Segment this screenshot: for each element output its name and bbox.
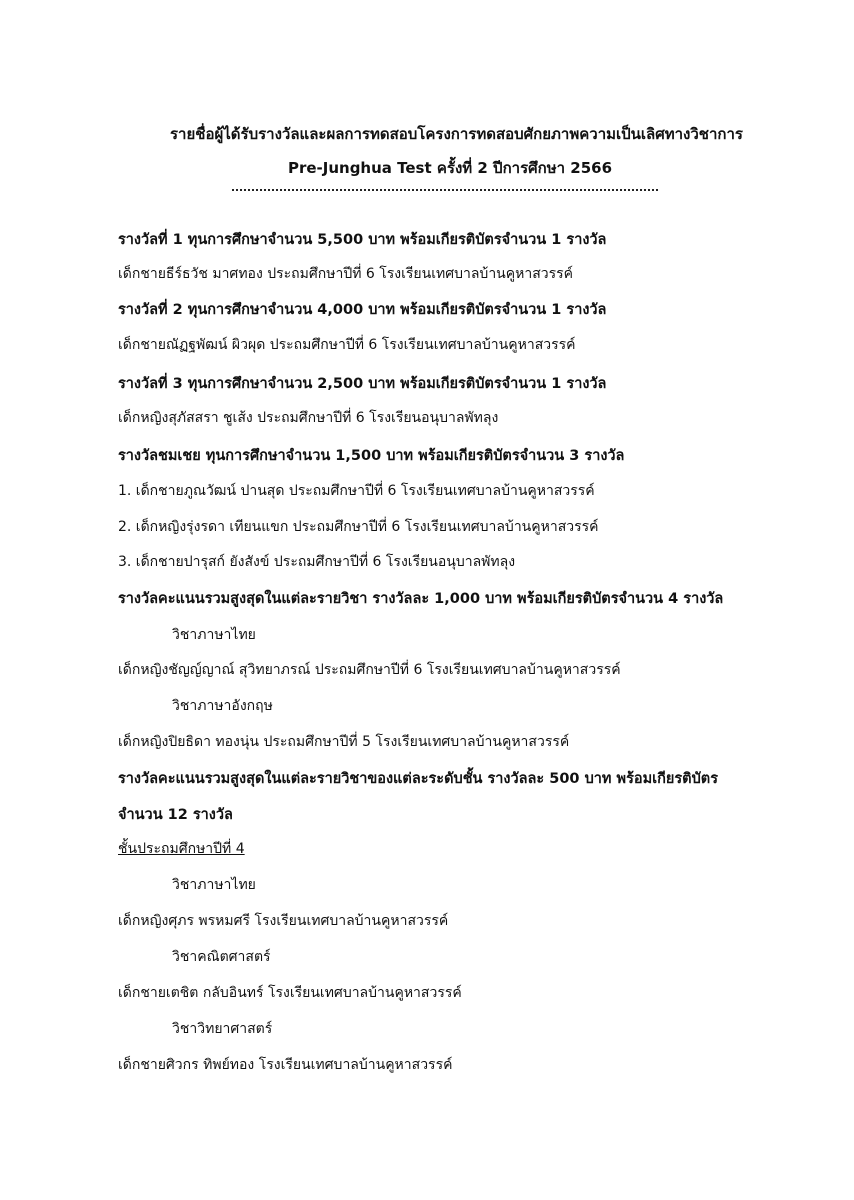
dotted-divider xyxy=(232,179,658,191)
award-2-winner: เด็กชายณัฏฐพัฒน์ ผิวผุด ประถมศึกษาปีที่ 6 โรงเรียนเทศบาลบ้านคูหาสวรรค์ xyxy=(118,337,576,353)
level-top-3-winner: เด็กชายศิวกร ทิพย์ทอง โรงเรียนเทศบาลบ้านคูหาสวรรค์ xyxy=(118,1057,453,1073)
level-label: ชั้นประถมศึกษาปีที่ 4 xyxy=(118,841,245,857)
subject-top-heading: รางวัลคะแนนรวมสูงสุดในแต่ละรายวิชา รางวัลละ 1,000 บาท พร้อมเกียรติบัตรจำนวน 4 รางวัล xyxy=(118,591,724,607)
subject-top-1-winner: เด็กหญิงชัญญ์ญาณ์ สุวิทยาภรณ์ ประถมศึกษาปีที่ 6 โรงเรียนเทศบาลบ้านคูหาสวรรค์ xyxy=(118,662,621,678)
subject-top-1-subject: วิชาภาษาไทย xyxy=(172,627,256,643)
award-1-winner: เด็กชายธีร์ธวัช มาศทอง ประถมศึกษาปีที่ 6 โรงเรียนเทศบาลบ้านคูหาสวรรค์ xyxy=(118,266,574,282)
honorable-winner-3: 3. เด็กชายปารุสก์ ยังสังข์ ประถมศึกษาปีที่ 6 โรงเรียนอนุบาลพัทลุง xyxy=(118,554,516,570)
document-subtitle: Pre-Junghua Test ครั้งที่ 2 ปีการศึกษา 2566 xyxy=(287,159,613,177)
level-top-heading-line-1: รางวัลคะแนนรวมสูงสุดในแต่ละรายวิชาของแต่ละระดับชั้น รางวัลละ 500 บาท พร้อมเกียรติบัตร xyxy=(118,771,718,787)
level-top-3-subject: วิชาวิทยาศาสตร์ xyxy=(172,1021,273,1037)
honorable-winner-1: 1. เด็กชายภูณวัฒน์ ปานสุด ประถมศึกษาปีที่ 6 โรงเรียนเทศบาลบ้านคูหาสวรรค์ xyxy=(118,483,595,499)
document-title: รายชื่อผู้ได้รับรางวัลและผลการทดสอบโครงการทดสอบศักยภาพความเป็นเลิศทางวิชาการ xyxy=(170,125,743,143)
award-1-heading: รางวัลที่ 1 ทุนการศึกษาจำนวน 5,500 บาท พร้อมเกียรติบัตรจำนวน 1 รางวัล xyxy=(118,232,607,248)
subject-top-2-subject: วิชาภาษาอังกฤษ xyxy=(172,698,273,714)
level-top-1-winner: เด็กหญิงศุภร พรหมศรี โรงเรียนเทศบาลบ้านคูหาสวรรค์ xyxy=(118,913,449,929)
level-top-2-winner: เด็กชายเตชิต กลับอินทร์ โรงเรียนเทศบาลบ้านคูหาสวรรค์ xyxy=(118,985,462,1001)
level-top-heading-line-2: จำนวน 12 รางวัล xyxy=(118,807,233,823)
honorable-winner-2: 2. เด็กหญิงรุ่งรดา เทียนแขก ประถมศึกษาปีที่ 6 โรงเรียนเทศบาลบ้านคูหาสวรรค์ xyxy=(118,519,599,535)
level-top-2-subject: วิชาคณิตศาสตร์ xyxy=(172,949,271,965)
level-top-1-subject: วิชาภาษาไทย xyxy=(172,877,256,893)
award-2-heading: รางวัลที่ 2 ทุนการศึกษาจำนวน 4,000 บาท พร้อมเกียรติบัตรจำนวน 1 รางวัล xyxy=(118,302,607,318)
subject-top-2-winner: เด็กหญิงปิยธิดา ทองนุ่น ประถมศึกษาปีที่ 5 โรงเรียนเทศบาลบ้านคูหาสวรรค์ xyxy=(118,734,570,750)
honorable-heading: รางวัลชมเชย ทุนการศึกษาจำนวน 1,500 บาท พร้อมเกียรติบัตรจำนวน 3 รางวัล xyxy=(118,448,625,464)
award-3-heading: รางวัลที่ 3 ทุนการศึกษาจำนวน 2,500 บาท พร้อมเกียรติบัตรจำนวน 1 รางวัล xyxy=(118,376,607,392)
award-3-winner: เด็กหญิงสุภัสสรา ชูเส้ง ประถมศึกษาปีที่ 6 โรงเรียนอนุบาลพัทลุง xyxy=(118,410,499,426)
